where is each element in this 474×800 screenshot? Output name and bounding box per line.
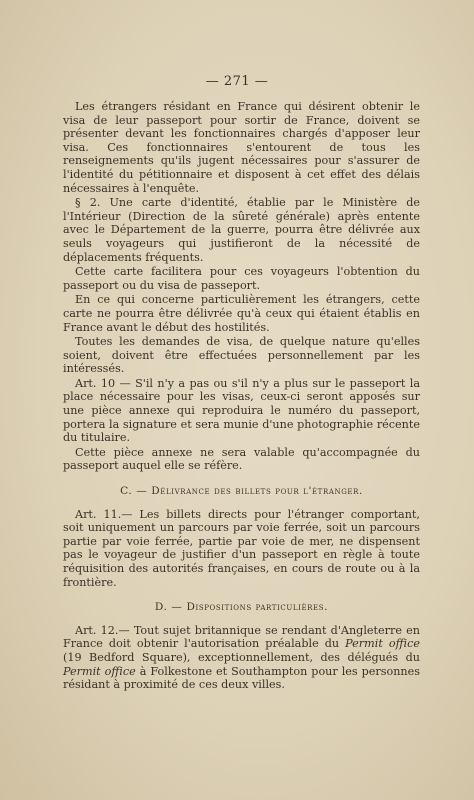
paragraph-visa-requests: Toutes les demandes de visa, de quelque nature qu'elles soient, doivent être effectuées personnellement par les intéressés. xyxy=(63,335,420,376)
article-12-start: Art. 12.— Tout sujet britannique se rendant d'Angleterre en France doit obtenir l'autorisation préalable du xyxy=(63,623,420,651)
paragraph-annex-validity: Cette pièce annexe ne sera valable qu'accompagnée du passeport auquel elle se réfère. xyxy=(63,445,420,473)
paragraph-article-12 xyxy=(63,624,420,692)
paragraph-identity-card: § 2. Une carte d'identité, établie par le Ministère de l'Intérieur (Direction de la sûreté générale) après entente avec le Département de la guerre, pourra être délivrée aux seuls voyageurs qui justifieront de la nécessité de déplacements fréquents. xyxy=(63,196,420,264)
page-number: — 271 — xyxy=(205,74,269,89)
permit-office-1: Permit office xyxy=(345,637,421,651)
section-heading-d: D. — Dispositions particulières. xyxy=(154,601,329,614)
section-heading-c: C. — Délivrance des billets pour l'étranger. xyxy=(120,485,363,498)
paragraph-foreigners-card: En ce qui concerne particulièrement les étrangers, cette carte ne pourra être délivrée qu'à ceux qui étaient établis en France avant le début des hostilités. xyxy=(63,293,420,334)
paragraph-article-11: Art. 11.— Les billets directs pour l'étranger comportant, soit uniquement un parcours par voie ferrée, soit un parcours partie par voie ferrée, partie par voie de mer, ne dispensent pas le voyageur de justifier d'un passeport en règle à toute réquisition des autorités françaises, en cours de route ou à la frontière. xyxy=(63,507,420,589)
paragraph-article-10: Art. 10 — S'il n'y a pas ou s'il n'y a plus sur le passeport la place nécessaire pour les visas, ceux-ci seront apposés sur une pièce annexe qui reproduira le numéro du passeport, portera la signature et sera munie d'une photographie récente du titulaire. xyxy=(63,376,420,445)
article-12-end: à Folkestone et Southampton pour les personnes résidant à proximité de ces deux villes. xyxy=(63,664,420,692)
page-body xyxy=(63,100,420,692)
paragraph-foreigners-visa: Les étrangers résidant en France qui désirent obtenir le visa de leur passeport pour sortir de France, doivent se présenter devant les fonctionnaires chargés d'apposer leur visa. Ces fonctionnaires s'entourent de tous les renseignements qu'ils jugent nécessaires pour s'assurer de l'identité du pétitionnaire et disposent à cet effet des délais nécessaires à l'enquête. xyxy=(63,100,420,195)
permit-office-2: Permit office xyxy=(63,664,136,678)
paragraph-card-facilitation: Cette carte facilitera pour ces voyageurs l'obtention du passeport ou du visa de passeport. xyxy=(63,265,420,292)
article-12-mid: (19 Bedford Square), exceptionnellement, des délégués du xyxy=(63,650,420,664)
